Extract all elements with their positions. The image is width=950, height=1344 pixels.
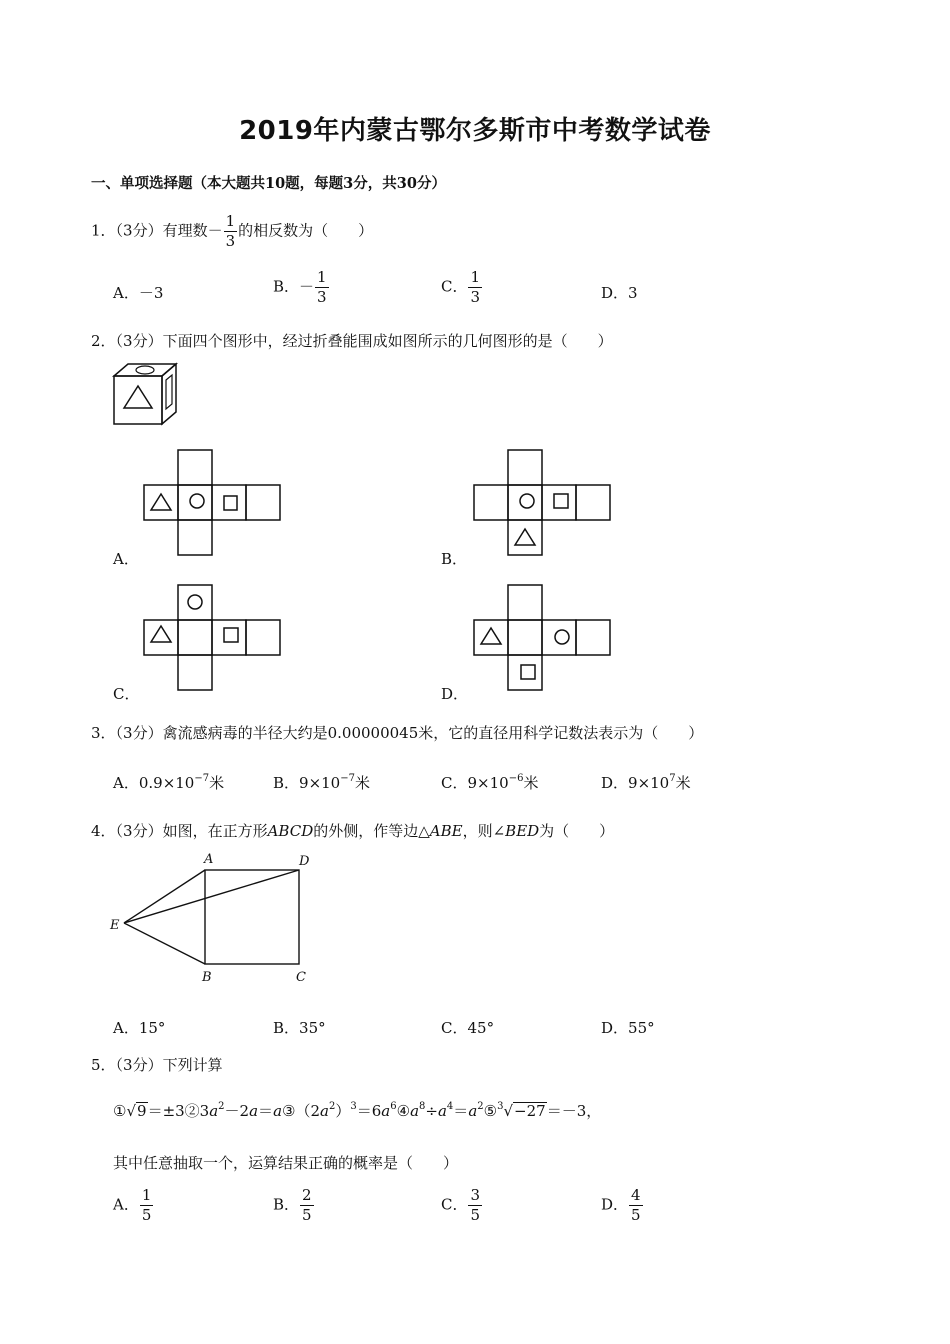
q1-b-num: 1	[317, 268, 327, 286]
q1-c-fraction	[468, 270, 482, 305]
label-a: A	[204, 852, 214, 867]
q5-exp: 2	[218, 1101, 225, 1112]
q2-option-a[interactable]: A．	[113, 550, 139, 568]
segment-eb	[124, 923, 205, 964]
q4-option-a[interactable]: A．15°	[113, 1019, 166, 1037]
q5-exp: 4	[446, 1101, 454, 1112]
q5-exp: 3	[350, 1101, 357, 1112]
q4-text-7: 为（ ）	[539, 822, 615, 840]
q5-op: －2	[224, 1102, 250, 1120]
q1-option-b[interactable]	[273, 270, 330, 305]
q4-option-c[interactable]: C．45°	[441, 1019, 495, 1037]
q5-b-num: 2	[302, 1186, 312, 1204]
q5-var: a	[410, 1102, 420, 1120]
q3-a-base: A．0.9×10	[113, 774, 195, 792]
q5-d-num: 4	[631, 1186, 641, 1204]
question-2: 2．（3分）下面四个图形中，经过折叠能围成如图所示的几何图形的是（ ）	[91, 332, 613, 350]
question-5: 5．（3分）下列计算	[91, 1056, 223, 1074]
label-c: C	[296, 970, 306, 985]
q2-net-b[interactable]	[474, 450, 614, 556]
q5-item-5-result: ＝－3，	[546, 1102, 602, 1120]
q5-var: a	[468, 1102, 478, 1120]
q5-d-label: D．	[601, 1195, 629, 1214]
q5-op: ＝	[258, 1102, 274, 1120]
q5-expression	[113, 1100, 601, 1121]
q1-prefix: 1．（3分）有理数－	[91, 221, 223, 240]
q1-c-den: 3	[470, 288, 481, 306]
q5-var: a	[381, 1102, 391, 1120]
q3-b-base: B．9×10	[273, 774, 341, 792]
q1-c-label: C．	[441, 277, 468, 296]
q3-c-base: C．9×10	[441, 774, 509, 792]
q5-radicand: 9	[137, 1102, 147, 1120]
q4-text-3: 的外侧，作等边△	[313, 822, 430, 840]
q1-frac-num: 1	[225, 212, 236, 230]
q5-item-4: ④	[396, 1102, 411, 1120]
q3-a-exp: −7	[194, 773, 210, 784]
q2-net-c[interactable]	[144, 585, 284, 691]
q4-option-d[interactable]: D．55°	[601, 1019, 655, 1037]
question-4	[91, 820, 614, 841]
q5-op: ＝	[453, 1102, 469, 1120]
q1-b-den: 3	[317, 288, 327, 306]
label-d: D	[299, 854, 310, 869]
q5-d-fraction	[629, 1188, 643, 1223]
q3-option-b[interactable]	[273, 772, 370, 793]
q3-option-a[interactable]	[113, 772, 224, 793]
cube-root-index: 3	[497, 1101, 504, 1112]
q5-exp: 8	[419, 1101, 426, 1112]
q5-var: a	[320, 1102, 329, 1120]
sqrt-sign: √	[503, 1102, 514, 1120]
q1-option-a[interactable]: A．－3	[113, 284, 164, 302]
q5-b-fraction	[300, 1188, 314, 1223]
q3-c-exp: −6	[508, 773, 524, 784]
q2-net-d[interactable]	[474, 585, 614, 691]
label-b: B	[202, 970, 212, 985]
q2-option-c[interactable]: C．	[113, 685, 140, 703]
q5-option-c[interactable]	[441, 1188, 483, 1223]
q3-d-unit: 米	[675, 774, 691, 792]
q3-option-c[interactable]	[441, 772, 538, 793]
q1-b-label: B．－	[273, 277, 315, 296]
page-title: 2019年内蒙古鄂尔多斯市中考数学试卷	[239, 116, 711, 146]
q5-a-label: A．	[113, 1195, 139, 1214]
q5-b-label: B．	[273, 1195, 300, 1214]
q1-fraction	[224, 214, 238, 249]
q5-var: a	[273, 1102, 283, 1120]
q5-option-d[interactable]	[601, 1188, 644, 1223]
q5-c-den: 5	[470, 1206, 481, 1224]
q2-cube-figure	[110, 360, 185, 428]
q3-b-exp: −7	[340, 773, 355, 784]
q4-square-name: ABCD	[267, 822, 314, 840]
q1-suffix: 的相反数为（ ）	[238, 221, 374, 240]
q5-option-b[interactable]	[273, 1188, 315, 1223]
segment-ea	[124, 870, 205, 923]
segment-ed	[124, 870, 299, 923]
q1-option-c[interactable]	[441, 270, 483, 305]
q2-net-a[interactable]	[144, 450, 284, 556]
q3-a-unit: 米	[209, 774, 225, 792]
q3-d-base: D．9×10	[601, 774, 670, 792]
q5-var: a	[437, 1102, 447, 1120]
q5-option-a[interactable]	[113, 1188, 154, 1223]
q4-text-1: 4．（3分）如图，在正方形	[91, 822, 268, 840]
q1-frac-den: 3	[225, 232, 236, 250]
q3-option-d[interactable]	[601, 772, 691, 793]
q5-b-den: 5	[302, 1206, 312, 1224]
q3-b-unit: 米	[354, 774, 370, 792]
q5-c-label: C．	[441, 1195, 468, 1214]
q3-c-unit: 米	[523, 774, 539, 792]
q5-a-fraction	[140, 1188, 154, 1223]
q3-d-exp: 7	[669, 773, 676, 784]
q5-item-1: ①	[113, 1102, 127, 1120]
q4-angle-name: BED	[505, 822, 540, 840]
q5-exp: 2	[328, 1101, 336, 1112]
question-3: 3．（3分）禽流感病毒的半径大约是0.00000045米，它的直径用科学记数法表示为（ ）	[91, 724, 704, 742]
q5-op: ）	[335, 1102, 351, 1120]
q5-exp: 2	[477, 1101, 484, 1112]
q5-op: ÷	[425, 1102, 438, 1120]
q5-op: ＝6	[356, 1102, 382, 1120]
label-e: E	[110, 918, 120, 933]
q5-var: a	[209, 1102, 219, 1120]
q5-exp: 6	[390, 1101, 397, 1112]
question-1	[91, 214, 373, 249]
q5-var: a	[249, 1102, 259, 1120]
q5-a-den: 5	[141, 1206, 152, 1224]
q2-option-b[interactable]: B．	[441, 550, 468, 568]
q4-triangle-name: ABE	[429, 822, 463, 840]
q4-text-5: ，则∠	[462, 822, 506, 840]
q5-c-fraction	[468, 1188, 482, 1223]
q1-c-num: 1	[470, 268, 481, 286]
q1-b-fraction	[315, 270, 329, 305]
q5-radicand: −27	[514, 1102, 546, 1120]
sqrt-sign: √	[126, 1102, 137, 1120]
q2-option-d[interactable]: D．	[441, 685, 469, 703]
q5-c-num: 3	[470, 1186, 481, 1204]
q5-item-5: ⑤	[483, 1102, 498, 1120]
q4-option-b[interactable]: B．35°	[273, 1019, 326, 1037]
q5-line-2: 其中任意抽取一个，运算结果正确的概率是（ ）	[113, 1154, 459, 1172]
q5-d-den: 5	[631, 1206, 641, 1224]
q4-geometry-figure	[108, 850, 328, 990]
q5-item-1-result: ＝±3②3	[147, 1102, 210, 1120]
q1-option-d[interactable]: D．3	[601, 284, 638, 302]
q5-item-3: ③（2	[282, 1102, 321, 1120]
section-heading: 一、单项选择题（本大题共10题，每题3分，共30分）	[91, 175, 446, 192]
q5-a-num: 1	[141, 1186, 152, 1204]
